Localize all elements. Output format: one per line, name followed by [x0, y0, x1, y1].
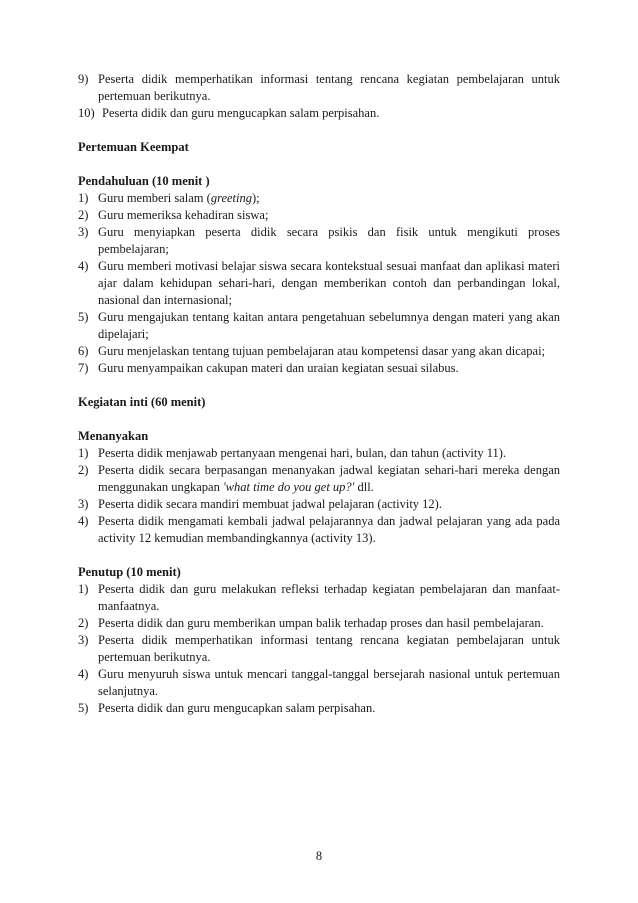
list-item — [78, 666, 560, 700]
list-item-text: Peserta didik dan guru mengucapkan salam perpisahan. — [98, 701, 376, 715]
list-item-text: Guru memeriksa kehadiran siswa; — [98, 208, 269, 222]
list-item-number: 4) — [78, 514, 89, 528]
list-item — [78, 581, 560, 615]
intro-list — [78, 71, 560, 122]
list-item-text: Peserta didik secara mandiri membuat jadwal pelajaran (activity 12). — [98, 497, 442, 511]
list-item-text: Peserta didik dan guru mengucapkan salam perpisahan. — [102, 106, 380, 120]
list-item-number: 10) — [78, 106, 95, 120]
penutup-heading: Penutup (10 menit) — [78, 565, 181, 579]
list-item-text: Guru mengajukan tentang kaitan antara pengetahuan sebelumnya dengan materi yang akan dipelajari; — [98, 310, 560, 341]
list-item-number: 2) — [78, 208, 89, 222]
list-item-number: 2) — [78, 463, 89, 477]
list-item-text: Guru memberi salam (greeting); — [98, 191, 260, 205]
list-item — [78, 445, 560, 462]
list-item-text: Peserta didik dan guru memberikan umpan balik terhadap proses dan hasil pembelajaran. — [98, 616, 544, 630]
list-item — [78, 343, 560, 360]
list-item — [78, 513, 560, 547]
list-item — [78, 309, 560, 343]
penutup-list — [78, 581, 560, 717]
list-item-number: 1) — [78, 446, 89, 460]
list-item-number: 5) — [78, 701, 89, 715]
kegiatan-inti-list — [78, 445, 560, 547]
list-item-text: Peserta didik menjawab pertanyaan mengenai hari, bulan, dan tahun (activity 11). — [98, 446, 507, 460]
list-item-text: Peserta didik dan guru melakukan refleksi terhadap kegiatan pembelajaran dan manfaat-manfaatnya. — [98, 582, 560, 613]
list-item-number: 1) — [78, 191, 89, 205]
emphasis-text: 'what time do you get up?' — [222, 480, 355, 494]
list-item-text: Guru menjelaskan tentang tujuan pembelajaran atau kompetensi dasar yang akan dicapai; — [98, 344, 546, 358]
document-page — [78, 71, 560, 717]
meeting-title: Pertemuan Keempat — [78, 140, 189, 154]
list-item-text: Guru menyiapkan peserta didik secara psikis dan fisik untuk mengikuti proses pembelajaran; — [98, 225, 560, 256]
list-item-number: 6) — [78, 344, 89, 358]
list-item-text: Guru menyuruh siswa untuk mencari tanggal-tanggal bersejarah nasional untuk pertemuan selanjutnya. — [98, 667, 560, 698]
list-item-text: Guru memberi motivasi belajar siswa secara kontekstual sesuai manfaat dan aplikasi materi ajar dalam kehidupan sehari-hari, dengan memberikan contoh dan perbandingan lokal, nasional dan internasional; — [98, 259, 560, 307]
list-item-text: Guru menyampaikan cakupan materi dan uraian kegiatan sesuai silabus. — [98, 361, 459, 375]
list-item-number: 9) — [78, 72, 89, 86]
list-item-text: Peserta didik memperhatikan informasi tentang rencana kegiatan pembelajaran untuk pertemuan berikutnya. — [98, 72, 560, 103]
list-item — [78, 207, 560, 224]
list-item — [78, 71, 560, 105]
list-item-number: 4) — [78, 667, 89, 681]
list-item — [78, 224, 560, 258]
list-item — [78, 462, 560, 496]
list-item-text: Peserta didik memperhatikan informasi tentang rencana kegiatan pembelajaran untuk pertemuan berikutnya. — [98, 633, 560, 664]
emphasis-text: greeting — [210, 191, 253, 205]
list-item — [78, 190, 560, 207]
list-item-number: 5) — [78, 310, 89, 324]
list-item — [78, 496, 560, 513]
list-item-number: 3) — [78, 225, 89, 239]
list-item — [78, 105, 560, 122]
list-item — [78, 258, 560, 309]
list-item-number: 1) — [78, 582, 89, 596]
page-number: 8 — [315, 849, 323, 863]
list-item-number: 7) — [78, 361, 89, 375]
pendahuluan-list — [78, 190, 560, 377]
pendahuluan-heading: Pendahuluan (10 menit ) — [78, 174, 210, 188]
list-item-number: 2) — [78, 616, 89, 630]
list-item-text: Peserta didik secara berpasangan menanyakan jadwal kegiatan sehari-hari mereka dengan menggunakan ungkapan 'what time do you get up?' dll. — [98, 463, 560, 494]
list-item — [78, 700, 560, 717]
list-item-number: 3) — [78, 497, 89, 511]
list-item — [78, 615, 560, 632]
list-item-number: 3) — [78, 633, 89, 647]
kegiatan-inti-heading: Kegiatan inti (60 menit) — [78, 395, 206, 409]
list-item — [78, 360, 560, 377]
list-item — [78, 632, 560, 666]
menanyakan-heading: Menanyakan — [78, 429, 149, 443]
list-item-number: 4) — [78, 259, 89, 273]
list-item-text: Peserta didik mengamati kembali jadwal pelajarannya dan jadwal pelajaran yang ada pada activity 12 kemudian membandingkannya (activity 13). — [98, 514, 560, 545]
